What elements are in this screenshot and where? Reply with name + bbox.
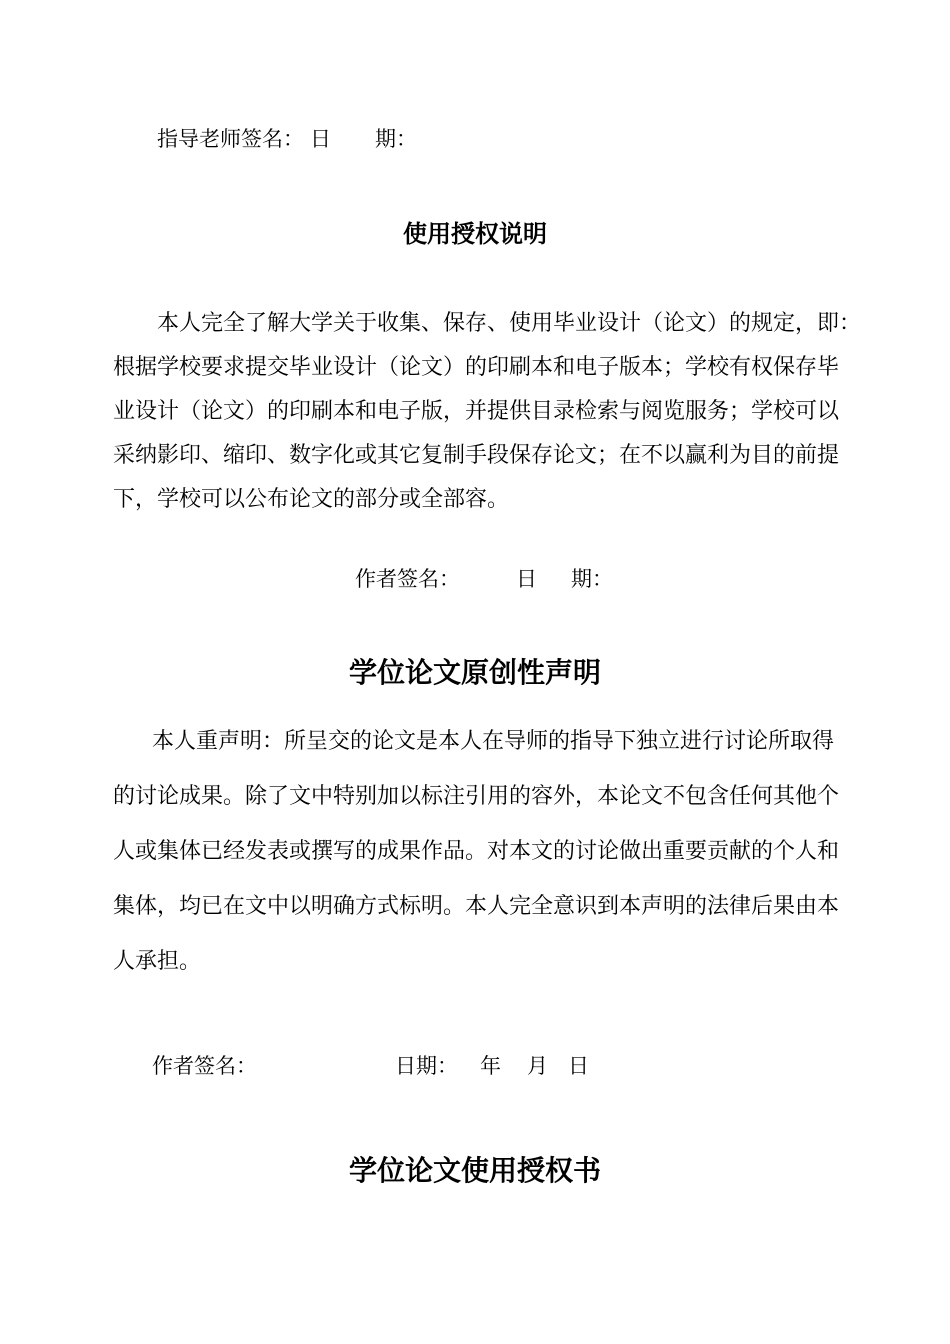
advisor-signature-line	[157, 125, 417, 153]
originality-date-month: 月	[527, 1054, 548, 1078]
usage-paragraph-line: 业设计（论文）的印刷本和电子版，并提供目录检索与阅览服务；学校可以	[113, 399, 840, 424]
advisor-date-part1: 日	[310, 127, 331, 151]
originality-date-label: 日期：	[395, 1054, 458, 1078]
originality-title: 学位论文原创性声明	[348, 656, 601, 689]
originality-paragraph-line: 的讨论成果。除了文中特别加以标注引用的容外，本论文不包含任何其他个	[113, 784, 840, 809]
originality-paragraph-line: 集体，均已在文中以明确方式标明。本人完全意识到本声明的法律后果由本	[113, 894, 840, 919]
originality-paragraph-line: 人或集体已经发表或撰写的成果作品。对本文的讨论做出重要贡献的个人和	[113, 839, 840, 864]
originality-paragraph-line: 人承担。	[113, 949, 202, 974]
usage-author-date-part2: 期：	[571, 567, 613, 591]
usage-authorization-title: 使用授权说明	[403, 220, 547, 248]
usage-paragraph-line: 本人完全了解大学关于收集、保存、使用毕业设计（论文）的规定，即：	[157, 311, 862, 336]
originality-author-signature-line	[152, 1052, 589, 1080]
usage-author-date-part1: 日	[516, 567, 537, 591]
advisor-date-part2: 期：	[375, 127, 417, 151]
usage-author-signature-label: 作者签名：	[355, 567, 460, 591]
usage-paragraph-line: 下，学校可以公布论文的部分或全部容。	[113, 487, 510, 512]
authorization-letter-title: 学位论文使用授权书	[348, 1154, 601, 1187]
usage-paragraph-line: 采纳影印、缩印、数字化或其它复制手段保存论文；在不以赢利为目的前提	[113, 443, 840, 468]
usage-paragraph-line: 根据学校要求提交毕业设计（论文）的印刷本和电子版本；学校有权保存毕	[113, 355, 840, 380]
originality-date-day: 日	[568, 1054, 589, 1078]
originality-date-year: 年	[480, 1054, 501, 1078]
originality-paragraph-line: 本人重声明：所呈交的论文是本人在导师的指导下独立进行讨论所取得	[152, 729, 835, 754]
advisor-signature-label: 指导老师签名：	[157, 127, 304, 151]
usage-author-signature-line	[355, 565, 613, 593]
originality-author-signature-label: 作者签名：	[152, 1054, 257, 1078]
